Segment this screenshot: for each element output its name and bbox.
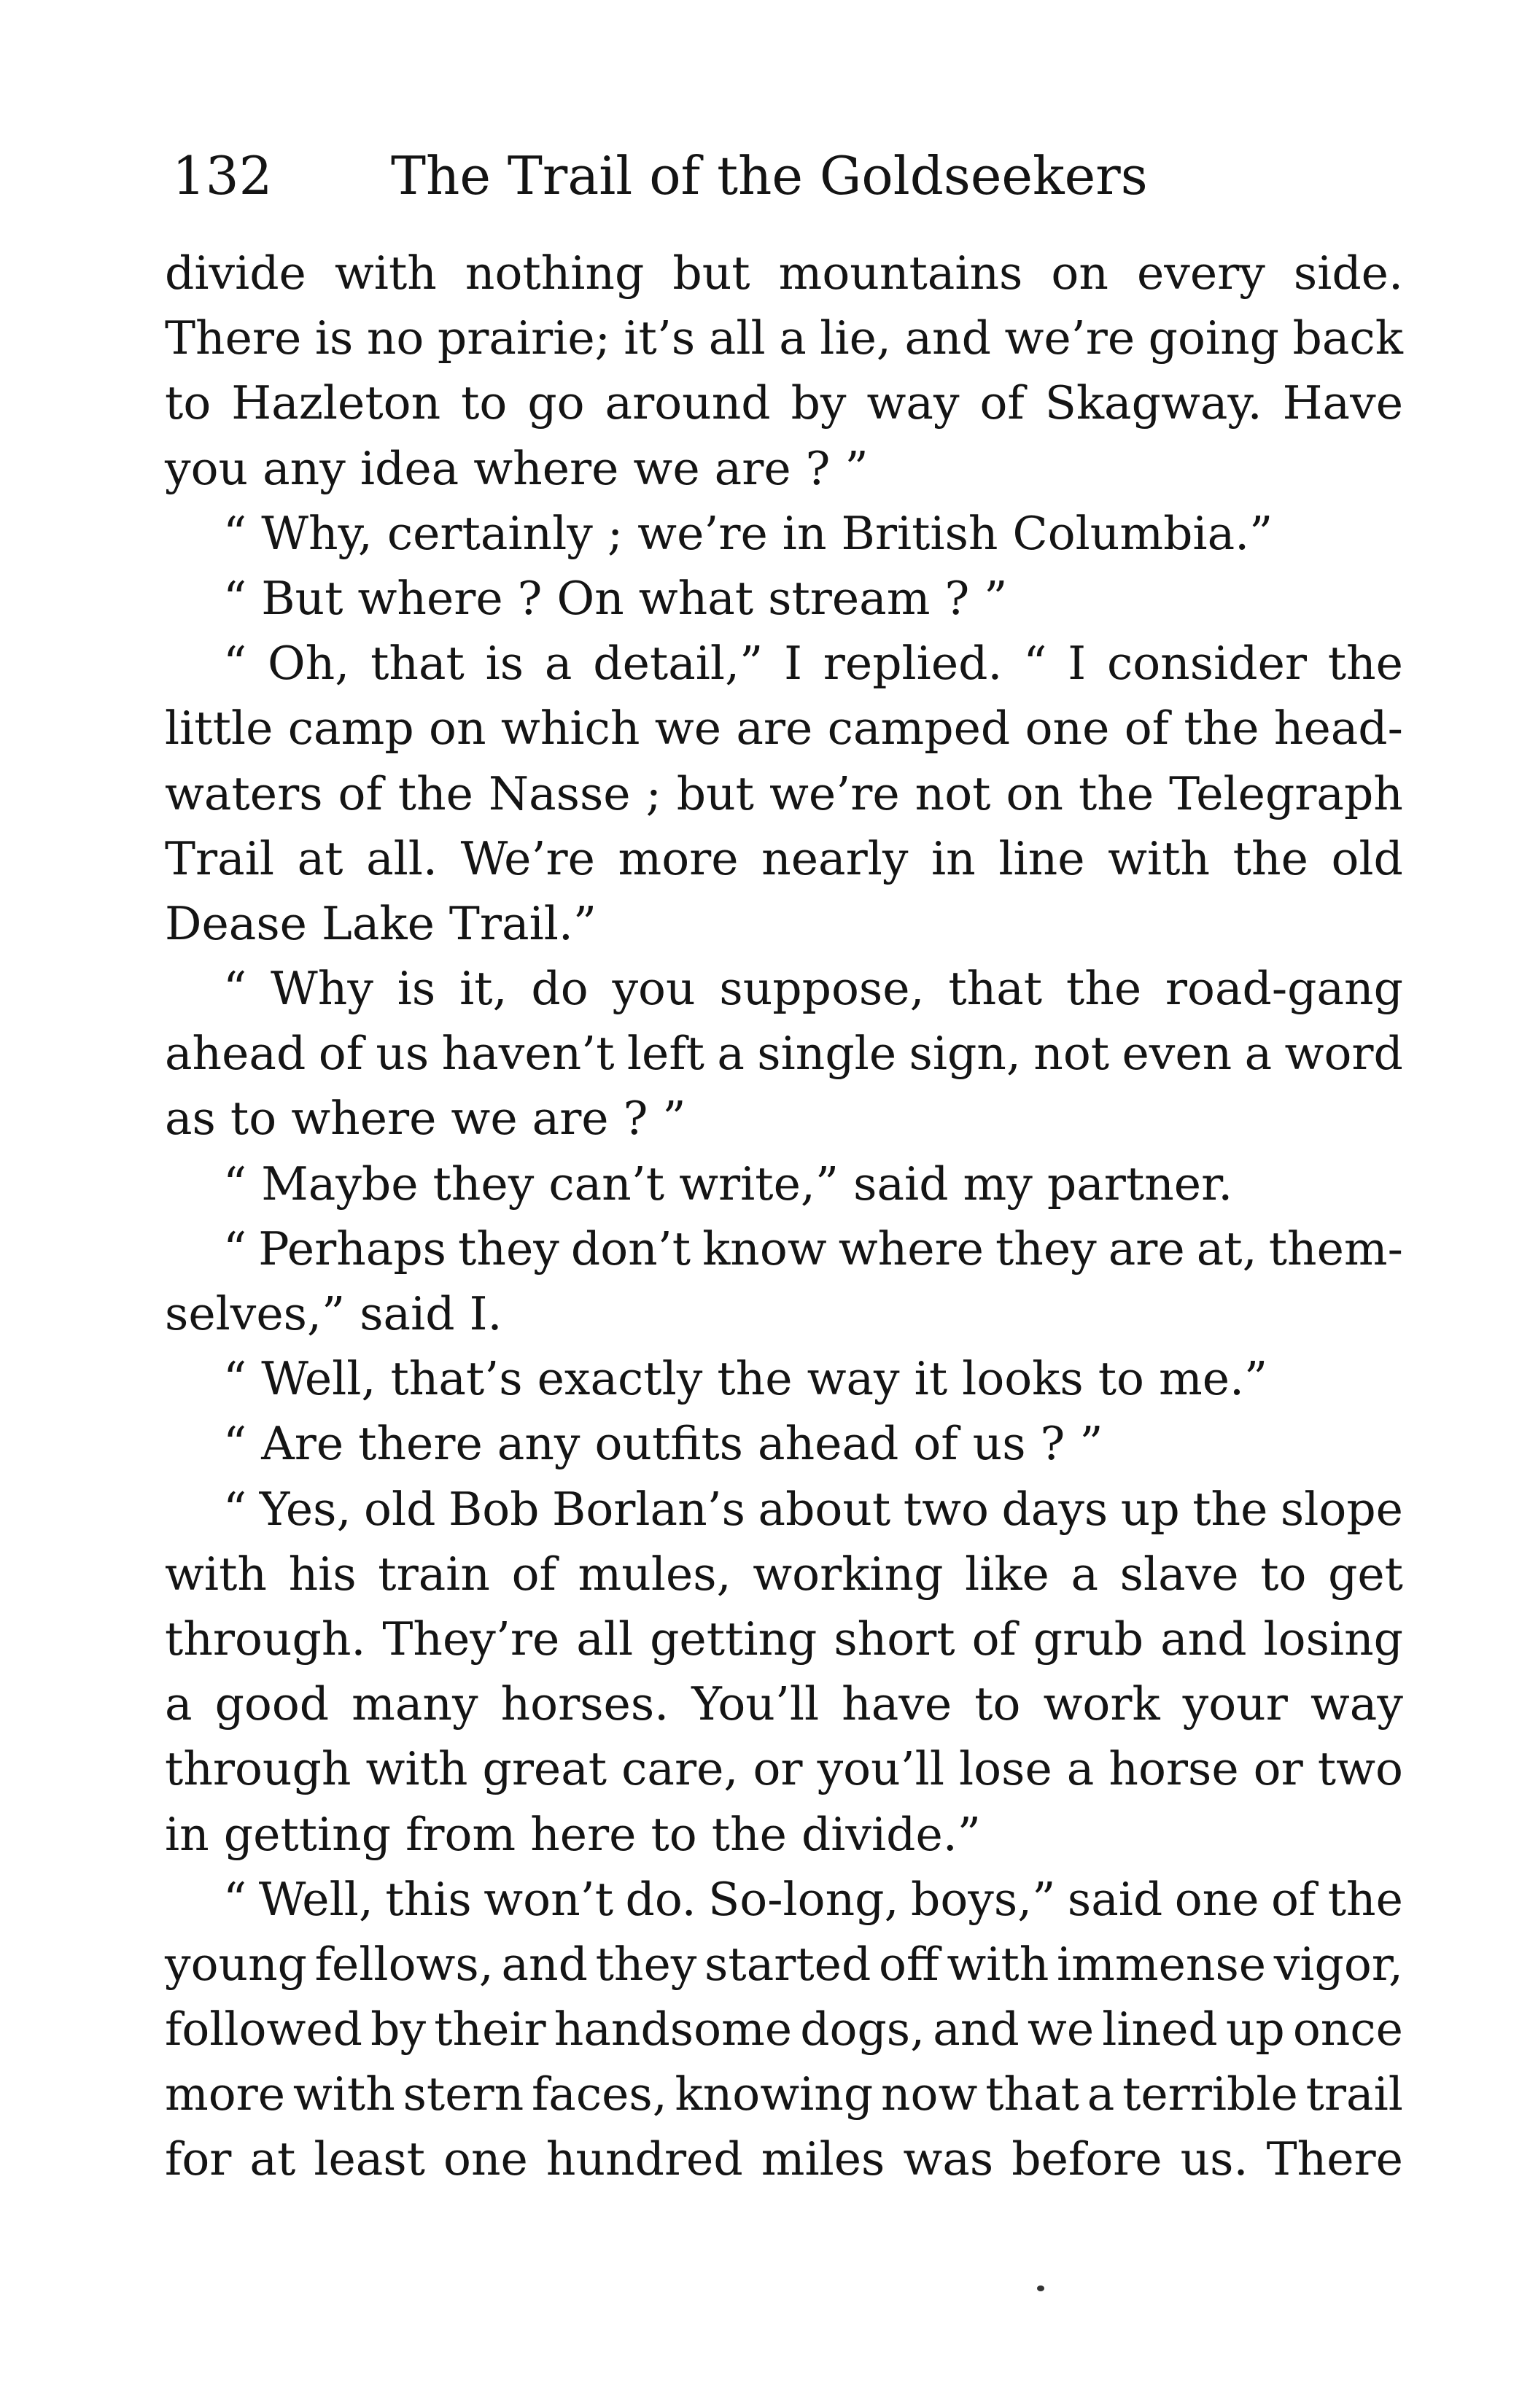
text-line: to Hazleton to go around by way of Skagway. Have (165, 376, 1403, 430)
text-line: “ Why, certainly ; we’re in British Columbia.” (223, 506, 1273, 560)
text-line: “ Yes, old Bob Borlan’s about two days up the slope (223, 1482, 1403, 1536)
ink-speck (1037, 2285, 1044, 2291)
text-line: in getting from here to the divide.” (165, 1807, 982, 1861)
text-line: you any idea where we are ? ” (165, 441, 869, 495)
text-line: for at least one hundred miles was before us. There (165, 2132, 1403, 2186)
text-line: waters of the Nasse ; but we’re not on the Telegraph (165, 766, 1403, 820)
text-line: selves,” said I. (165, 1287, 502, 1340)
text-line: more with stern faces, knowing now that a terrible trail (165, 2067, 1403, 2121)
text-line: “ Maybe they can’t write,” said my partner. (223, 1157, 1233, 1211)
running-head (172, 143, 1193, 209)
text-line: divide with nothing but mountains on every side. (165, 246, 1403, 300)
text-line: “ Well, that’s exactly the way it looks to me.” (223, 1352, 1268, 1406)
text-line: ahead of us haven’t left a single sign, not even a word (165, 1027, 1403, 1081)
text-line: “ Perhaps they don’t know where they are at, them- (223, 1222, 1403, 1275)
text-line: with his train of mules, working like a slave to get (165, 1547, 1403, 1601)
text-line: There is no prairie; it’s all a lie, and we’re going back (165, 311, 1403, 365)
running-title: The Trail of the Goldseekers (391, 145, 1148, 206)
text-line: a good many horses. You’ll have to work your way (165, 1677, 1403, 1731)
text-line: young fellows, and they started off with immense vigor, (165, 1937, 1403, 1991)
text-line: followed by their handsome dogs, and we lined up once (165, 2003, 1403, 2056)
text-line: “ Oh, that is a detail,” I replied. “ I consider the (223, 637, 1403, 691)
text-line: “ Are there any outfits ahead of us ? ” (223, 1417, 1103, 1471)
text-line: Trail at all. We’re more nearly in line with the old (165, 831, 1403, 885)
text-line: Dease Lake Trail.” (165, 896, 597, 950)
text-line: as to where we are ? ” (165, 1092, 686, 1146)
page-number: 132 (172, 145, 273, 206)
text-line: little camp on which we are camped one of the head- (165, 702, 1403, 756)
text-line: “ Why is it, do you suppose, that the road-gang (223, 962, 1403, 1016)
text-line: through. They’re all getting short of grub and losing (165, 1612, 1403, 1666)
body-text (165, 241, 1403, 2192)
text-line: “ But where ? On what stream ? ” (223, 571, 1008, 625)
text-line: through with great care, or you’ll lose a horse or two (165, 1742, 1403, 1796)
text-line: “ Well, this won’t do. So-long, boys,” said one of the (223, 1872, 1403, 1926)
